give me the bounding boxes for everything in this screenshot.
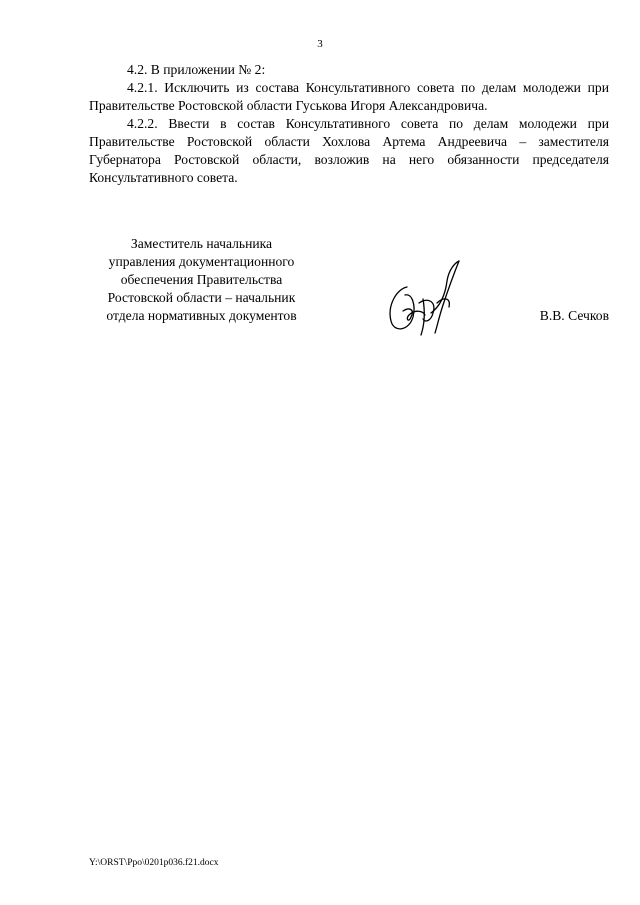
- signer-name: В.В. Сечков: [539, 308, 609, 323]
- handwritten-signature-icon: [379, 257, 469, 337]
- paragraph-4-2-1: 4.2.1. Исключить из состава Консультативного совета по делам молодежи при Правительстве Ростовской области Гуськова Игоря Александровича.: [89, 80, 609, 113]
- signer-position: [89, 235, 314, 325]
- file-path: Y:\ORST\Ppo\0201p036.f21.docx: [89, 858, 219, 868]
- signer-position-line: обеспечения Правительства: [120, 272, 283, 287]
- signer-position-line: Ростовской области – начальник: [107, 290, 296, 305]
- signer-position-line: отдела нормативных документов: [106, 308, 297, 323]
- document-body: [89, 61, 609, 187]
- signer-position-line: Заместитель начальника: [130, 236, 273, 251]
- paragraph-4-2: 4.2. В приложении № 2:: [127, 62, 266, 77]
- page-number: 3: [317, 38, 323, 50]
- signer-position-line: управления документационного: [108, 254, 295, 269]
- paragraph-4-2-2: 4.2.2. Ввести в состав Консультативного совета по делам молодежи при Правительстве Ростовской области Хохлова Артема Андреевича – заместителя Губернатора Ростовской области, возложив на него обязанности председателя Консультативного совета.: [89, 116, 609, 185]
- signature-block: [89, 235, 609, 335]
